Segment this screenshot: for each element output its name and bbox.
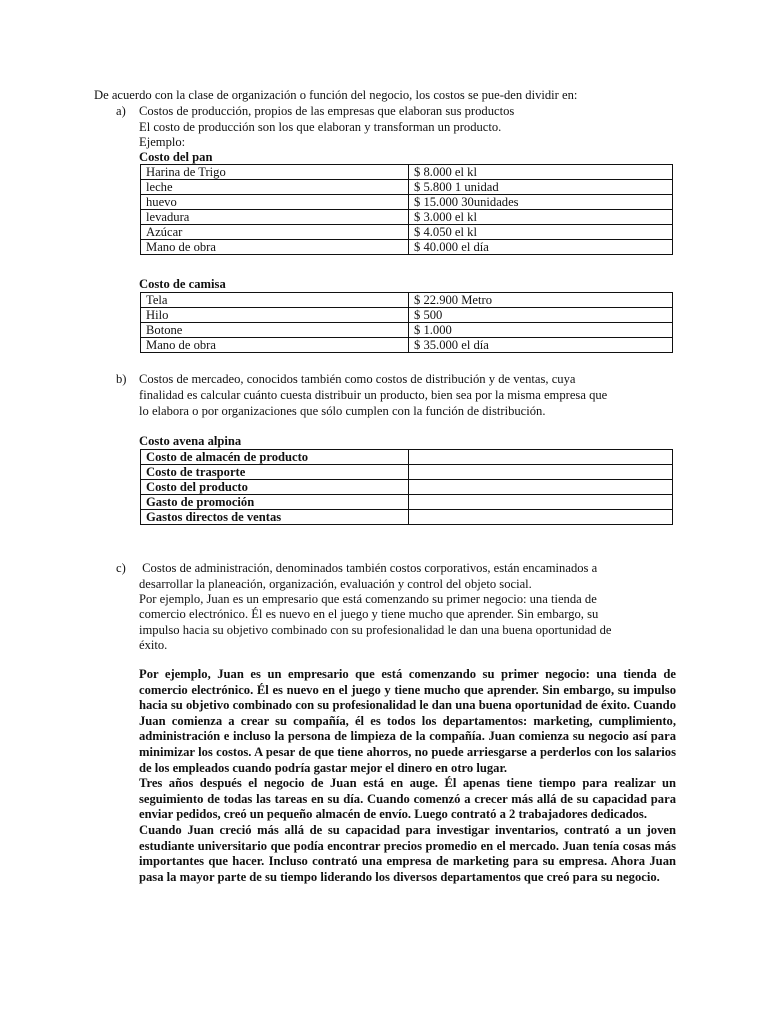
table-cell: Harina de Trigo [141,165,409,180]
table-row [141,450,673,465]
table-cell [409,480,673,495]
section-a-title: Costos de producción, propios de las empresas que elaboran sus productos [139,104,515,118]
table-cell: $ 4.050 el kl [409,225,673,240]
cost-table-camisa [140,292,673,353]
section-b-line: lo elabora o por organizaciones que sólo cumplen con la función de distribución. [139,404,546,418]
table-cell: leche [141,180,409,195]
section-c-marker: c) [116,561,126,575]
table-row [141,210,673,225]
bold-paragraph: Tres años después el negocio de Juan está en auge. Él apenas tiene tiempo para realizar un seguimiento de todas las tareas en su día. Cuando comenzó a crecer más allá de su capacidad para enviar pedidos, creó un pequeño almacén de envío. Luego contrató a 2 trabajadores dedicados. [139,776,676,822]
section-c-line: desarrollar la planeación, organización, evaluación y control del objeto social. [139,577,532,591]
table-row [141,195,673,210]
table-cell: huevo [141,195,409,210]
cost-table-pan [140,164,673,255]
section-b-marker: b) [116,372,127,386]
table-cell: $ 40.000 el día [409,240,673,255]
section-b-line: Costos de mercadeo, conocidos también como costos de distribución y de ventas, cuya [139,372,576,386]
section-c-line: Costos de administración, denominados también costos corporativos, están encaminados a [139,561,598,575]
table-cell: $ 500 [409,308,673,323]
table-cell: Gasto de promoción [141,495,409,510]
section-c-line: comercio electrónico. Él es nuevo en el juego y tiene mucho que aprender. Sin embargo, su [139,607,599,621]
table-row [141,510,673,525]
juan-example-block [139,667,676,885]
table-cell: Mano de obra [141,338,409,353]
section-a-line2: El costo de producción son los que elaboran y transforman un producto. [139,120,502,134]
table-cell: $ 22.900 Metro [409,293,673,308]
table-cell [409,510,673,525]
table1-title: Costo del pan [139,150,213,164]
table2-title: Costo de camisa [139,277,226,291]
bold-paragraph: Cuando Juan creció más allá de su capacidad para investigar inventarios, contrató a un joven estudiante universitario que podía encontrar precios promedio en el mercado. Juan tenía cosas más importantes que hacer. Incluso contrató una empresa de marketing para su empresa. Ahora Juan pasa la mayor parte de su tiempo liderando los diversos departamentos que creó para su negocio. [139,822,676,884]
table-cell: $ 5.800 1 unidad [409,180,673,195]
table-cell [409,450,673,465]
section-c-line: impulso hacia su objetivo combinado con su profesionalidad le dan una buena oportunidad de [139,623,612,637]
table-row [141,465,673,480]
cost-table-avena [140,449,673,525]
section-a-line3: Ejemplo: [139,135,186,149]
table-cell: $ 3.000 el kl [409,210,673,225]
intro-text: De acuerdo con la clase de organización o función del negocio, los costos se pue-den dividir en: [94,88,578,102]
table-cell [409,495,673,510]
table-cell: Costo del producto [141,480,409,495]
section-c-line: éxito. [139,638,168,652]
table-cell: Costo de almacén de producto [141,450,409,465]
table-cell: $ 8.000 el kl [409,165,673,180]
section-b-line: finalidad es calcular cuánto cuesta distribuir un producto, bien sea por la misma empresa que [139,388,608,402]
table-row [141,308,673,323]
table-row [141,338,673,353]
table-row [141,323,673,338]
table-cell: Azúcar [141,225,409,240]
table-cell: levadura [141,210,409,225]
table-cell: Hilo [141,308,409,323]
table-row [141,495,673,510]
table-cell: Costo de trasporte [141,465,409,480]
table-cell: Gastos directos de ventas [141,510,409,525]
table-row [141,240,673,255]
table-row [141,225,673,240]
table-cell: Tela [141,293,409,308]
table-cell [409,465,673,480]
table-row [141,480,673,495]
table-row [141,293,673,308]
table-cell: Mano de obra [141,240,409,255]
section-c-line: Por ejemplo, Juan es un empresario que está comenzando su primer negocio: una tienda de [139,592,597,606]
table-cell: $ 1.000 [409,323,673,338]
table-row [141,180,673,195]
section-a-marker: a) [116,104,126,118]
bold-paragraph: Por ejemplo, Juan es un empresario que está comenzando su primer negocio: una tienda de comercio electrónico. Él es nuevo en el juego y tiene mucho que aprender. Sin embargo, su impulso hacia su objetivo combinado con su profesionalidad le dan una buena oportunidad de éxito. Cuando Juan comienza a crear su compañía, él es todos los departamentos: marketing, cumplimiento, administración e incluso la persona de limpieza de la compañía. Juan comienza su negocio así para minimizar los costos. A pesar de que tiene ahorros, no puede arriesgarse a perderlos con los salarios de los empleados cuando podría gastar mejor el dinero en otro lugar. [139,667,676,775]
table-cell: $ 15.000 30unidades [409,195,673,210]
table3-title: Costo avena alpina [139,434,242,448]
table-row [141,165,673,180]
table-cell: $ 35.000 el día [409,338,673,353]
table-cell: Botone [141,323,409,338]
